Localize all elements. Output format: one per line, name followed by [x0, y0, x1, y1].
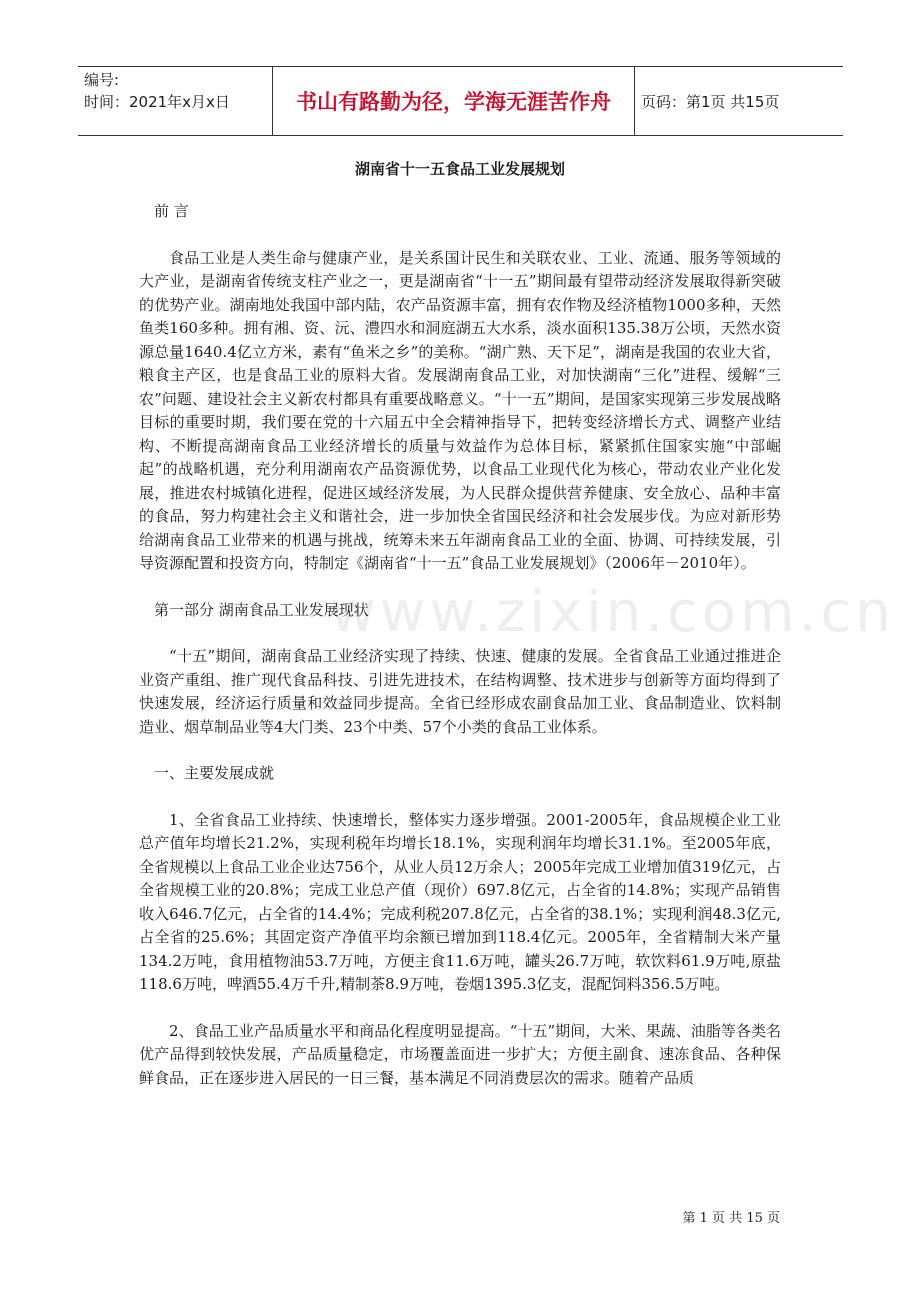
paragraph-achievement-2: 2、食品工业产品质量水平和商品化程度明显提高。“十五”期间，大米、果蔬、油脂等各类名优产品得到较快发展，产品质量稳定，市场覆盖面进一步扩大；方便主副食、速冻食品、各种保鲜食品，正在逐步进入居民的一日三餐，基本满足不同消费层次的需求。随着产品质: [139, 1021, 781, 1087]
header-page-code: 页码：第1页 共15页: [641, 92, 780, 111]
paragraph-part1-intro: “十五”期间，湖南食品工业经济实现了持续、快速、健康的发展。全省食品工业通过推进企业资产重组、推广现代食品科技、引进先进技术，在结构调整、技术进步与创新等方面均得到了快速发展，经济运行质量和效益同步提高。全省已经形成农副食品加工业、食品制造业、饮料制造业、烟草制品业等4大门类、23个中类、57个小类的食品工业体系。: [139, 647, 781, 736]
header-meta-cell: [78, 67, 273, 135]
document-time-label: 时间：2021年x月x日: [84, 93, 230, 111]
preface-heading: 前 言: [154, 202, 189, 220]
watermark: www.zixin.com.cn: [330, 580, 895, 645]
section1-heading: 一、主要发展成就: [154, 764, 275, 782]
paragraph-preface: 食品工业是人类生命与健康产业，是关系国计民生和关联农业、工业、流通、服务等领域的大产业，是湖南省传统支柱产业之一，更是湖南省“十一五”期间最有望带动经济发展取得新突破的优势产业。湖南地处我国中部内陆，农产品资源丰富，拥有农作物及经济植物1000多种，天然鱼类160多种。拥有湘、资、沅、澧四水和洞庭湖五大水系，淡水面积135.38万公顷，天然水资源总量1640.4亿立方米，素有“鱼米之乡”的美称。“湖广熟、天下足”，湖南是我国的农业大省，粮食主产区，也是食品工业的原料大省。发展湖南食品工业，对加快湖南“三化”进程、缓解“三农”问题、建设社会主义新农村都具有重要战略意义。“十一五”期间，是国家实现第三步发展战略目标的重要时期，我们要在党的十六届五中全会精神指导下，把转变经济增长方式、调整产业结构、不断提高湖南食品工业经济增长的质量与效益作为总体目标，紧紧抓住国家实施“中部崛起”的战略机遇，充分利用湖南农产品资源优势，以食品工业现代化为核心，带动农业产业化发展，推进农村城镇化进程，促进区域经济发展，为人民群众提供营养健康、安全放心、品种丰富的食品，努力构建社会主义和谐社会，进一步加快全省国民经济和社会发展步伐。为应对新形势给湖南食品工业带来的机遇与挑战，统筹未来五年湖南食品工业的全面、协调、可持续发展，引导资源配置和投资方向，特制定《湖南省“十一五”食品工业发展规划》（2006年－2010年）。: [139, 248, 781, 572]
paragraph-achievement-1: 1、全省食品工业持续、快速增长，整体实力逐步增强。2001-2005年，食品规模企业工业总产值年均增长21.2%，实现利税年均增长18.1%，实现利润年均增长31.1%。至2005年底，全省规模以上食品工业企业达756个，从业人员12万余人；2005年完成工业增加值319亿元，占全省规模工业的20.8%；完成工业总产值（现价）697.8亿元，占全省的14.8%；实现产品销售收入646.7亿元，占全省的14.4%；完成利税207.8亿元，占全省的38.1%；实现利润48.3亿元,占全省的25.6%；其固定资产净值平均余额已增加到118.4亿元。2005年，全省精制大米产量134.2万吨，食用植物油53.7万吨，方便主食11.6万吨，罐头26.7万吨，软饮料61.9万吨,原盐118.6万吨，啤酒55.4万千升,精制茶8.9万吨，卷烟1395.3亿支，混配饲料356.5万吨。: [139, 810, 781, 993]
page-footer: 第 1 页 共 15 页: [682, 1211, 780, 1226]
document-number-label: 编号:: [84, 71, 120, 89]
document-body: [139, 200, 781, 1090]
header-motto: 书山有路勤为径，学海无涯苦作舟: [296, 90, 611, 114]
part1-heading: 第一部分 湖南食品工业发展现状: [154, 600, 369, 619]
page-header: [78, 66, 843, 136]
header-motto-cell: [273, 67, 635, 135]
document-title: 湖南省十一五食品工业发展规划: [354, 160, 565, 178]
header-page-cell: [635, 67, 843, 135]
